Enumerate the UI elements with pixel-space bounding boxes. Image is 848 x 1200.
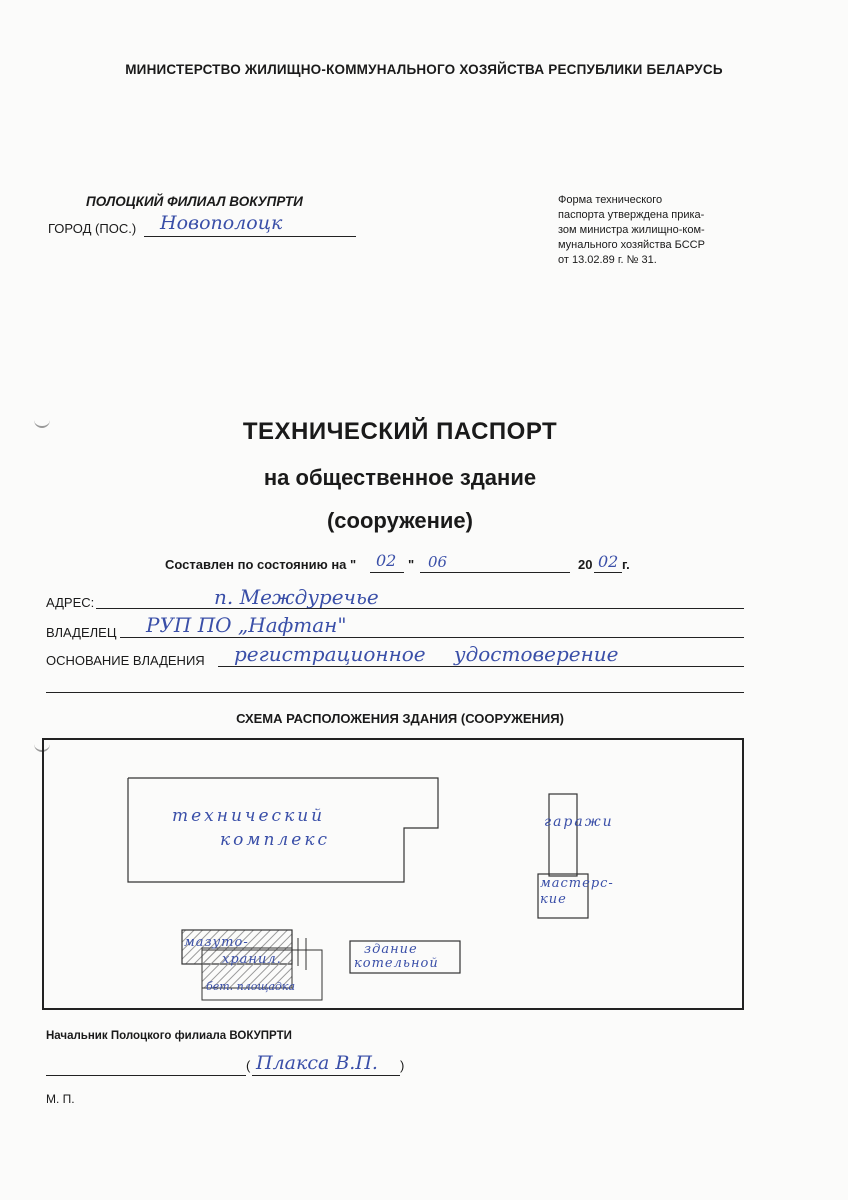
- city-label: ГОРОД (ПОС.): [48, 221, 137, 236]
- chief-title: Начальник Полоцкого филиала ВОКУПРТИ: [46, 1030, 292, 1042]
- composed-quote: ": [408, 557, 415, 572]
- city-value[interactable]: Новополоцк: [160, 212, 283, 234]
- garages-building: [549, 794, 577, 876]
- boiler-label-1: здание: [364, 942, 418, 957]
- signature-close-paren: ): [400, 1058, 405, 1073]
- year-underline: [594, 572, 622, 573]
- owner-underline: [120, 637, 744, 638]
- signature-open-paren: (: [246, 1058, 251, 1073]
- signature-underline: [46, 1075, 246, 1076]
- address-underline: [96, 608, 744, 609]
- signature-name[interactable]: Плакса В.П.: [256, 1052, 378, 1074]
- owner-label: ВЛАДЕЛЕЦ: [46, 625, 117, 640]
- address-label: АДРЕС:: [46, 595, 95, 610]
- branch-name: ПОЛОЦКИЙ ФИЛИАЛ ВОКУПРТИ: [86, 194, 303, 209]
- form-note-line: от 13.02.89 г. № 31.: [558, 254, 657, 266]
- composed-year[interactable]: 02: [598, 552, 619, 571]
- day-underline: [370, 572, 404, 573]
- form-note: [558, 193, 748, 268]
- year-suffix: г.: [622, 557, 630, 572]
- workshops-label-1: мастерс-: [540, 876, 614, 891]
- document-title: ТЕХНИЧЕСКИЙ ПАСПОРТ: [242, 418, 558, 445]
- composed-date-row: [165, 557, 356, 572]
- boiler-label-2: котельной: [354, 956, 439, 971]
- composed-prefix: Составлен по состоянию на ": [165, 557, 357, 572]
- form-note-line: мунального хозяйства БССР: [558, 239, 705, 251]
- extra-underline: [46, 692, 744, 693]
- form-note-line: паспорта утверждена прика-: [558, 209, 705, 221]
- basis-label: ОСНОВАНИЕ ВЛАДЕНИЯ: [46, 653, 205, 668]
- tech-complex-label-1: технический: [172, 806, 326, 826]
- basis-underline: [218, 666, 744, 667]
- composed-day[interactable]: 02: [376, 551, 397, 570]
- form-note-line: зом министра жилищно-ком-: [558, 224, 705, 236]
- garages-label: гаражи: [544, 814, 614, 830]
- fuel-storage-label-1: мазуто-: [184, 935, 249, 950]
- month-underline: [420, 572, 570, 573]
- year-prefix: 20: [578, 557, 593, 572]
- schema-box: [42, 738, 744, 1010]
- workshops-label-2: кие: [540, 892, 567, 907]
- concrete-pad-label: бет. площадка: [206, 980, 296, 993]
- address-value[interactable]: п. Междуречье: [214, 585, 379, 609]
- stamp-place-label: М. П.: [46, 1092, 75, 1106]
- document-subtitle-2: (сооружение): [326, 508, 473, 533]
- fuel-storage-label-2: хранил.: [222, 952, 282, 967]
- tech-complex-label-2: комплекс: [220, 830, 330, 850]
- owner-value[interactable]: РУП ПО „Нафтан": [146, 613, 347, 637]
- document-subtitle: на общественное здание: [263, 465, 537, 490]
- name-underline: [252, 1075, 400, 1076]
- city-underline: [144, 236, 356, 237]
- form-note-line: Форма технического: [558, 194, 663, 206]
- composed-month[interactable]: 06: [428, 553, 448, 571]
- ministry-header: МИНИСТЕРСТВО ЖИЛИЩНО-КОММУНАЛЬНОГО ХОЗЯЙСТВА РЕСПУБЛИКИ БЕЛАРУСЬ: [125, 62, 723, 77]
- basis-value[interactable]: регистрационное удостоверение: [234, 642, 619, 666]
- schema-title: СХЕМА РАСПОЛОЖЕНИЯ ЗДАНИЯ (СООРУЖЕНИЯ): [236, 711, 564, 726]
